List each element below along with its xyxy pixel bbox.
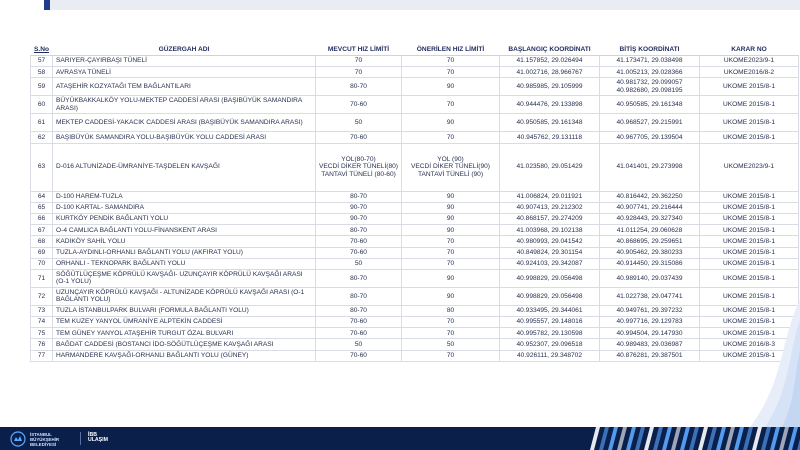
cell-current-limit: 70-60 xyxy=(316,317,402,328)
cell-route-name: BÜYÜKBAKKALKÖY YOLU-MEKTEP CADDESİ ARASI (BAŞIBÜYÜK SAMANDIRA ARASI) xyxy=(53,96,316,114)
cell-start-coordinate: 40.926111, 29.348702 xyxy=(500,350,600,361)
cell-start-coordinate: 41.002716, 28.966767 xyxy=(500,67,600,78)
cell-route-name: KADIKÖY SAHİL YOLU xyxy=(53,236,316,247)
cell-start-coordinate: 41.157852, 29.026494 xyxy=(500,56,600,67)
cell-decision-no: UKOME 2015/8-1 xyxy=(700,350,799,361)
cell-decision-no: UKOME 2015/8-1 xyxy=(700,247,799,258)
footer-stripe xyxy=(779,427,789,450)
cell-end-coordinate: 40.868695, 29.259651 xyxy=(600,236,700,247)
cell-no: 64 xyxy=(31,191,53,202)
footer-stripe xyxy=(626,427,636,450)
cell-proposed-limit: 70 xyxy=(402,96,500,114)
cell-no: 61 xyxy=(31,114,53,132)
cell-decision-no: UKOME 2015/8-1 xyxy=(700,258,799,269)
top-bar xyxy=(50,0,800,10)
cell-start-coordinate: 40.995557, 29.148016 xyxy=(500,317,600,328)
table-body xyxy=(31,56,799,362)
cell-proposed-limit: 90 xyxy=(402,202,500,213)
cell-proposed-limit: 70 xyxy=(402,317,500,328)
speed-limit-table xyxy=(30,44,799,362)
cell-proposed-limit: 90 xyxy=(402,213,500,224)
footer-stripe xyxy=(689,427,699,450)
cell-current-limit: 80-70 xyxy=(316,269,402,287)
cell-route-name: BAŞIBÜYÜK SAMANDIRA YOLU-BAŞIBÜYÜK YOLU CADDESİ ARASI xyxy=(53,132,316,143)
speed-limit-table-container xyxy=(30,44,798,362)
cell-decision-no: UKOME2023/9-1 xyxy=(700,56,799,67)
cell-end-coordinate: 41.011254, 29.060628 xyxy=(600,225,700,236)
cell-start-coordinate: 40.998829, 29.056498 xyxy=(500,269,600,287)
cell-current-limit: 70 xyxy=(316,67,402,78)
cell-decision-no: UKOME 2015/8-1 xyxy=(700,132,799,143)
cell-route-name: D-100 HAREM-TUZLA xyxy=(53,191,316,202)
cell-decision-no: UKOME 2015/8-1 xyxy=(700,236,799,247)
table-row xyxy=(31,213,799,224)
cell-route-name: MEKTEP CADDESİ-YAKACIK CADDESİ ARASI (BAŞIBÜYÜK SAMANDIRA ARASI) xyxy=(53,114,316,132)
cell-decision-no: UKOME 2015/8-1 xyxy=(700,96,799,114)
cell-proposed-limit: 90 xyxy=(402,114,500,132)
table-row xyxy=(31,236,799,247)
cell-start-coordinate: 40.924103, 29.342087 xyxy=(500,258,600,269)
cell-start-coordinate: 40.985985, 29.105999 xyxy=(500,78,600,96)
cell-no: 65 xyxy=(31,202,53,213)
top-bar-marker xyxy=(44,0,50,10)
table-row xyxy=(31,350,799,361)
cell-proposed-limit: YOL (90) VECDİ DİKER TÜNELİ(90) TANTAVİ TÜNELİ (90) xyxy=(402,143,500,191)
table-row xyxy=(31,305,799,316)
cell-proposed-limit: 70 xyxy=(402,350,500,361)
cell-decision-no: UKOME 2015/8-1 xyxy=(700,191,799,202)
cell-decision-no: UKOME 2015/8-1 xyxy=(700,114,799,132)
cell-proposed-limit: 90 xyxy=(402,78,500,96)
cell-current-limit: 70-60 xyxy=(316,350,402,361)
table-row xyxy=(31,258,799,269)
cell-route-name: ATAŞEHİR KOZYATAĞI TEM BAĞLANTILARI xyxy=(53,78,316,96)
cell-end-coordinate: 40.968527, 29.215991 xyxy=(600,114,700,132)
cell-decision-no: UKOME 2015/8-1 xyxy=(700,202,799,213)
cell-current-limit: 70 xyxy=(316,56,402,67)
header-no: S.No xyxy=(31,45,53,56)
cell-current-limit: 70-60 xyxy=(316,328,402,339)
header-proposed-limit: ÖNERİLEN HIZ LİMİTİ xyxy=(402,45,500,56)
footer-stripe xyxy=(761,427,771,450)
cell-current-limit: 90-70 xyxy=(316,213,402,224)
cell-route-name: AVRASYA TÜNELİ xyxy=(53,67,316,78)
footer-stripe xyxy=(698,427,708,450)
cell-end-coordinate: 40.914450, 29.315086 xyxy=(600,258,700,269)
cell-start-coordinate: 40.944476, 29.133898 xyxy=(500,96,600,114)
cell-no: 67 xyxy=(31,225,53,236)
cell-no: 68 xyxy=(31,236,53,247)
cell-no: 73 xyxy=(31,305,53,316)
cell-current-limit: 80-70 xyxy=(316,225,402,236)
ibb-emblem-icon xyxy=(10,431,26,447)
cell-route-name: TUZLA-AYDINLI-ORHANLI BAĞLANTI YOLU (AKFIRAT YOLU) xyxy=(53,247,316,258)
cell-proposed-limit: 50 xyxy=(402,339,500,350)
cell-current-limit: 70-60 xyxy=(316,247,402,258)
table-header-row xyxy=(31,45,799,56)
table-row xyxy=(31,78,799,96)
cell-proposed-limit: 70 xyxy=(402,258,500,269)
footer-stripe xyxy=(752,427,762,450)
cell-no: 66 xyxy=(31,213,53,224)
footer-stripe xyxy=(644,427,654,450)
table-row xyxy=(31,202,799,213)
cell-no: 70 xyxy=(31,258,53,269)
cell-route-name: D-100 KARTAL- SAMANDIRA xyxy=(53,202,316,213)
cell-proposed-limit: 70 xyxy=(402,247,500,258)
cell-start-coordinate: 40.945762, 29.131118 xyxy=(500,132,600,143)
cell-end-coordinate: 40.928443, 29.327340 xyxy=(600,213,700,224)
cell-decision-no: UKOME2016/8-2 xyxy=(700,67,799,78)
cell-start-coordinate: 40.995782, 29.130598 xyxy=(500,328,600,339)
table-row xyxy=(31,143,799,191)
cell-current-limit: 70-60 xyxy=(316,236,402,247)
cell-end-coordinate: 41.041401, 29.273998 xyxy=(600,143,700,191)
cell-current-limit: 80-70 xyxy=(316,78,402,96)
cell-current-limit: 50 xyxy=(316,258,402,269)
cell-no: 62 xyxy=(31,132,53,143)
header-start-coordinate: BAŞLANGIÇ KOORDİNATI xyxy=(500,45,600,56)
cell-end-coordinate: 40.905462, 29.380233 xyxy=(600,247,700,258)
cell-end-coordinate: 40.950585, 29.161348 xyxy=(600,96,700,114)
table-row xyxy=(31,67,799,78)
table-row xyxy=(31,225,799,236)
footer-bar xyxy=(0,427,800,450)
cell-end-coordinate: 41.173471, 29.038498 xyxy=(600,56,700,67)
cell-route-name: TEM GÜNEY YANYOL ATAŞEHİR TURGUT ÖZAL BULVARI xyxy=(53,328,316,339)
cell-start-coordinate: 41.023580, 29.051429 xyxy=(500,143,600,191)
cell-route-name: UZUNÇAYIR KÖPRÜLÜ KAVŞAĞI - ALTUNİZADE KÖPRÜLÜ KAVŞAĞI ARASI (O-1 BAĞLANTI YOLU) xyxy=(53,287,316,305)
table-row xyxy=(31,317,799,328)
cell-decision-no: UKOME 2015/8-1 xyxy=(700,78,799,96)
cell-start-coordinate: 40.849824, 29.301154 xyxy=(500,247,600,258)
footer-stripe xyxy=(743,427,753,450)
header-end-coordinate: BİTİŞ KOORDİNATI xyxy=(600,45,700,56)
cell-proposed-limit: 80 xyxy=(402,305,500,316)
cell-current-limit: 90-70 xyxy=(316,202,402,213)
cell-route-name: TEM KUZEY YANYOL ÜMRANİYE ALPTEKİN CADDESİ xyxy=(53,317,316,328)
cell-proposed-limit: 70 xyxy=(402,328,500,339)
cell-no: 74 xyxy=(31,317,53,328)
cell-end-coordinate: 40.994504, 29.147930 xyxy=(600,328,700,339)
footer-stripe xyxy=(788,427,798,450)
cell-no: 72 xyxy=(31,287,53,305)
cell-no: 76 xyxy=(31,339,53,350)
cell-current-limit: 50 xyxy=(316,339,402,350)
cell-start-coordinate: 40.868157, 29.274209 xyxy=(500,213,600,224)
cell-no: 75 xyxy=(31,328,53,339)
cell-route-name: SÖĞÜTLÜÇEŞME KÖPRÜLÜ KAVŞAĞI- UZUNÇAYIR KÖPRÜLÜ KAVŞAĞI ARASI (O-1 YOLU) xyxy=(53,269,316,287)
cell-proposed-limit: 90 xyxy=(402,269,500,287)
cell-decision-no: UKOME 2015/8-1 xyxy=(700,269,799,287)
footer-stripe xyxy=(653,427,663,450)
cell-current-limit: 80-70 xyxy=(316,305,402,316)
cell-proposed-limit: 70 xyxy=(402,56,500,67)
footer-separator xyxy=(80,432,81,445)
table-row xyxy=(31,247,799,258)
cell-decision-no: UKOME 2015/8-1 xyxy=(700,328,799,339)
footer-stripe xyxy=(770,427,780,450)
cell-end-coordinate: 40.816442, 29.362250 xyxy=(600,191,700,202)
footer-stripe xyxy=(617,427,627,450)
cell-end-coordinate: 41.022738, 29.047741 xyxy=(600,287,700,305)
table-row xyxy=(31,56,799,67)
footer-stripe xyxy=(608,427,618,450)
cell-current-limit: 70-60 xyxy=(316,96,402,114)
cell-route-name: KURTKÖY PENDİK BAĞLANTI YOLU xyxy=(53,213,316,224)
cell-start-coordinate: 41.003968, 29.102138 xyxy=(500,225,600,236)
cell-start-coordinate: 40.950585, 29.161348 xyxy=(500,114,600,132)
cell-route-name: ORHANLI - TEKNOPARK BAĞLANTI YOLU xyxy=(53,258,316,269)
cell-start-coordinate: 41.006824, 29.011921 xyxy=(500,191,600,202)
table-row xyxy=(31,132,799,143)
cell-start-coordinate: 40.980993, 29.041542 xyxy=(500,236,600,247)
decorative-wave-graphic xyxy=(740,300,800,427)
cell-start-coordinate: 40.907413, 29.212302 xyxy=(500,202,600,213)
cell-no: 57 xyxy=(31,56,53,67)
footer-stripe xyxy=(599,427,609,450)
cell-current-limit: 80-70 xyxy=(316,191,402,202)
cell-proposed-limit: 70 xyxy=(402,236,500,247)
footer-stripe xyxy=(590,427,600,450)
cell-route-name: TUZLA İSTANBULPARK BULVARI (FORMULA BAĞLANTI YOLU) xyxy=(53,305,316,316)
cell-no: 63 xyxy=(31,143,53,191)
cell-decision-no: UKOME 2016/8-3 xyxy=(700,339,799,350)
cell-start-coordinate: 40.952307, 29.096518 xyxy=(500,339,600,350)
header-decision-no: KARAR NO xyxy=(700,45,799,56)
cell-proposed-limit: 90 xyxy=(402,191,500,202)
footer-stripe xyxy=(734,427,744,450)
cell-current-limit: 70-60 xyxy=(316,132,402,143)
cell-decision-no: UKOME 2015/8-1 xyxy=(700,317,799,328)
cell-decision-no: UKOME 2015/8-1 xyxy=(700,305,799,316)
header-current-limit: MEVCUT HIZ LİMİTİ xyxy=(316,45,402,56)
footer-stripe xyxy=(671,427,681,450)
cell-decision-no: UKOME 2015/8-1 xyxy=(700,213,799,224)
cell-route-name: D-016 ALTUNİZADE-ÜMRANİYE-TAŞDELEN KAVŞAĞI xyxy=(53,143,316,191)
footer-stripe xyxy=(662,427,672,450)
cell-current-limit: YOL(80-70) VECDİ DİKER TÜNELİ(80) TANTAVİ TÜNELİ (80-60) xyxy=(316,143,402,191)
footer-stripe xyxy=(716,427,726,450)
cell-end-coordinate: 40.989140, 29.037439 xyxy=(600,269,700,287)
table-row xyxy=(31,269,799,287)
cell-end-coordinate: 40.967705, 29.139504 xyxy=(600,132,700,143)
cell-no: 58 xyxy=(31,67,53,78)
cell-end-coordinate: 40.907741, 29.216444 xyxy=(600,202,700,213)
footer-org-name: İSTANBUL BÜYÜKŞEHİR BELEDİYESİ xyxy=(30,432,60,447)
footer-stripe xyxy=(725,427,735,450)
cell-end-coordinate: 40.949761, 29.397232 xyxy=(600,305,700,316)
cell-decision-no: UKOME 2015/8-1 xyxy=(700,225,799,236)
cell-decision-no: UKOME 2015/8-1 xyxy=(700,287,799,305)
table-row xyxy=(31,328,799,339)
cell-route-name: O-4 CAMLICA BAĞLANTI YOLU-FİNANSKENT ARASI xyxy=(53,225,316,236)
footer-stripe-pattern xyxy=(590,427,800,450)
cell-route-name: HARMANDERE KAVŞAĞI-ORHANLI BAĞLANTI YOLU (GÜNEY) xyxy=(53,350,316,361)
cell-current-limit: 80-70 xyxy=(316,287,402,305)
table-row xyxy=(31,96,799,114)
cell-decision-no: UKOME2023/9-1 xyxy=(700,143,799,191)
cell-proposed-limit: 90 xyxy=(402,287,500,305)
cell-route-name: BAĞDAT CADDESİ (BOSTANCI İDO-SÖĞÜTLÜÇEŞME KAVŞAĞI ARASI xyxy=(53,339,316,350)
footer-stripe xyxy=(680,427,690,450)
cell-proposed-limit: 90 xyxy=(402,225,500,236)
table-row xyxy=(31,114,799,132)
footer-brand: İBB ULAŞIM xyxy=(88,432,108,444)
footer-stripe xyxy=(635,427,645,450)
footer-stripe xyxy=(707,427,717,450)
cell-end-coordinate: 40.981732, 29.099057 40.982680, 29.098195 xyxy=(600,78,700,96)
table-row xyxy=(31,339,799,350)
cell-end-coordinate: 41.005213, 29.028366 xyxy=(600,67,700,78)
header-route-name: GÜZERGAH ADI xyxy=(53,45,316,56)
cell-start-coordinate: 40.933495, 29.344061 xyxy=(500,305,600,316)
cell-no: 60 xyxy=(31,96,53,114)
cell-route-name: SARIYER-ÇAYIRBAŞI TÜNELİ xyxy=(53,56,316,67)
cell-current-limit: 50 xyxy=(316,114,402,132)
cell-end-coordinate: 40.989483, 29.036987 xyxy=(600,339,700,350)
cell-proposed-limit: 70 xyxy=(402,132,500,143)
cell-no: 71 xyxy=(31,269,53,287)
cell-no: 77 xyxy=(31,350,53,361)
cell-start-coordinate: 40.998829, 29.056498 xyxy=(500,287,600,305)
cell-no: 69 xyxy=(31,247,53,258)
cell-end-coordinate: 40.876281, 29.387501 xyxy=(600,350,700,361)
cell-proposed-limit: 70 xyxy=(402,67,500,78)
table-row xyxy=(31,287,799,305)
cell-end-coordinate: 40.997716, 29.129783 xyxy=(600,317,700,328)
table-row xyxy=(31,191,799,202)
cell-no: 59 xyxy=(31,78,53,96)
